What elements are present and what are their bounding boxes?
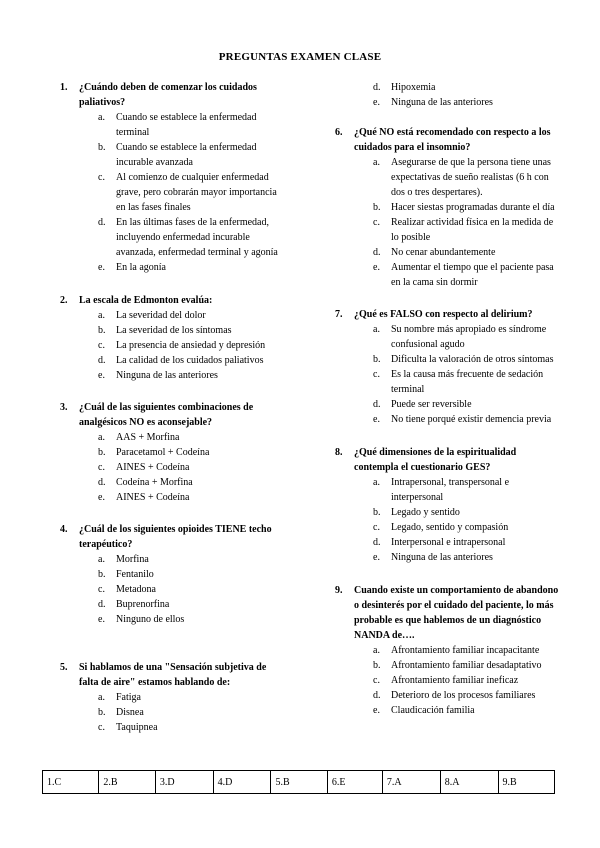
option-text: La severidad de los síntomas [116, 325, 232, 336]
option-text: Taquipnea [116, 722, 158, 733]
option-letter: a. [373, 157, 380, 168]
option-text: Ninguna de las anteriores [391, 552, 493, 563]
option-text: Claudicación familia [391, 705, 475, 716]
option-letter: e. [98, 614, 105, 625]
option-letter: d. [98, 477, 106, 488]
option-text: Disnea [116, 707, 144, 718]
option-text: Interpersonal e intrapersonal [391, 537, 506, 548]
answer-option [60, 338, 282, 353]
option-text: Afrontamiento familiar ineficaz [391, 675, 519, 686]
option-text: AINES + Codeína [116, 492, 190, 503]
answer-option [335, 245, 561, 260]
question-text: La escala de Edmonton evalúa: [79, 295, 213, 306]
answer-option [335, 260, 561, 290]
answer-option [335, 352, 561, 367]
answer-option [335, 703, 561, 718]
option-text: Deterioro de los procesos familiares [391, 690, 536, 701]
answer-key-table [42, 770, 555, 794]
question-8 [335, 445, 561, 565]
option-text: Ninguno de ellos [116, 614, 185, 625]
answer-option [335, 155, 561, 200]
answer-cell: 4.D [213, 771, 271, 794]
option-letter: b. [98, 569, 106, 580]
answer-option [60, 215, 282, 260]
question-number: 3. [60, 402, 68, 413]
question-number: 8. [335, 447, 343, 458]
option-letter: e. [98, 492, 105, 503]
option-text: No cenar abundantemente [391, 247, 496, 258]
option-text: Realizar actividad física en la medida de lo posible [391, 217, 554, 243]
option-text: Dificulta la valoración de otros síntomas [391, 354, 554, 365]
answer-option [335, 200, 561, 215]
answer-cell: 3.D [155, 771, 213, 794]
question-number: 7. [335, 309, 343, 320]
option-text: Codeína + Morfina [116, 477, 193, 488]
option-letter: a. [98, 112, 105, 123]
answer-cell: 6.E [327, 771, 382, 794]
answer-cell: 1.C [43, 771, 99, 794]
answer-option [60, 460, 282, 475]
answer-option [335, 505, 561, 520]
option-text: La presencia de ansiedad y depresión [116, 340, 266, 351]
answer-option [335, 688, 561, 703]
option-letter: d. [98, 217, 106, 228]
answer-option [335, 535, 561, 550]
answer-option [60, 567, 282, 582]
option-letter: d. [373, 82, 381, 93]
answer-option [335, 520, 561, 535]
question-9 [335, 583, 561, 718]
question-5-continued [335, 80, 561, 110]
option-text: Cuando se establece la enfermedad incurable avanzada [116, 142, 257, 168]
option-text: Puede ser reversible [391, 399, 472, 410]
answer-option [60, 368, 282, 383]
option-text: Paracetamol + Codeína [116, 447, 210, 458]
option-text: Hacer siestas programadas durante el día [391, 202, 555, 213]
question-text: ¿Qué es FALSO con respecto al delirium? [354, 309, 533, 320]
answer-option [335, 397, 561, 412]
option-letter: e. [373, 705, 380, 716]
question-text: ¿Qué dimensiones de la espiritualidad contempla el cuestionario GES? [354, 447, 517, 473]
option-letter: d. [373, 690, 381, 701]
question-2 [60, 293, 282, 383]
option-text: Aumentar el tiempo que el paciente pasa en la cama sin dormir [391, 262, 554, 288]
question-1 [60, 80, 282, 275]
answer-option [335, 367, 561, 397]
option-letter: e. [373, 552, 380, 563]
table-row [43, 771, 555, 794]
option-text: Fatiga [116, 692, 141, 703]
option-letter: b. [98, 447, 106, 458]
option-letter: a. [373, 477, 380, 488]
right-column [335, 80, 561, 718]
option-letter: b. [98, 707, 106, 718]
option-letter: a. [373, 324, 380, 335]
option-letter: c. [373, 522, 380, 533]
question-text: Si hablamos de una "Sensación subjetiva de falta de aire" estamos hablando de: [79, 662, 267, 688]
answer-option [335, 475, 561, 505]
option-letter: c. [98, 722, 105, 733]
option-text: Legado, sentido y compasión [391, 522, 509, 533]
option-text: Cuando se establece la enfermedad terminal [116, 112, 257, 138]
answer-option [60, 490, 282, 505]
option-letter: c. [373, 675, 380, 686]
option-letter: d. [98, 355, 106, 366]
option-text: Asegurarse de que la persona tiene unas expectativas de sueño realistas (6 h con dos o tres despertares). [391, 157, 551, 198]
option-text: Afrontamiento familiar desadaptativo [391, 660, 542, 671]
option-text: Legado y sentido [391, 507, 460, 518]
option-text: Ninguna de las anteriores [116, 370, 218, 381]
option-letter: b. [373, 660, 381, 671]
option-text: Fentanilo [116, 569, 154, 580]
option-text: AINES + Codeína [116, 462, 190, 473]
answer-option [335, 412, 561, 427]
option-letter: d. [373, 537, 381, 548]
question-text: Cuando existe un comportamiento de abandono o desinterés por el cuidado del paciente, lo más probable es que hablemos de un diagnóstico NANDA de…. [354, 585, 559, 641]
option-text: Ninguna de las anteriores [391, 97, 493, 108]
option-letter: b. [373, 507, 381, 518]
option-letter: b. [98, 142, 106, 153]
option-text: Intrapersonal, transpersonal e interpersonal [391, 477, 510, 503]
answer-option [60, 597, 282, 612]
option-letter: a. [98, 432, 105, 443]
option-letter: e. [98, 262, 105, 273]
question-text: ¿Cuándo deben de comenzar los cuidados paliativos? [79, 82, 257, 108]
option-letter: d. [373, 247, 381, 258]
option-text: En la agonía [116, 262, 166, 273]
answer-option [60, 582, 282, 597]
option-letter: c. [98, 340, 105, 351]
option-letter: b. [98, 325, 106, 336]
option-letter: d. [98, 599, 106, 610]
answer-option [335, 215, 561, 245]
option-text: Es la causa más frecuente de sedación terminal [391, 369, 544, 395]
option-letter: e. [373, 97, 380, 108]
question-3 [60, 400, 282, 505]
answer-cell: 9.B [498, 771, 555, 794]
answer-option [60, 552, 282, 567]
answer-option [335, 673, 561, 688]
page-title: PREGUNTAS EXAMEN CLASE [218, 51, 382, 63]
option-text: Metadona [116, 584, 156, 595]
question-5 [60, 660, 282, 735]
question-text: ¿Cuál de las siguientes combinaciones de analgésicos NO es aconsejable? [79, 402, 254, 428]
option-letter: a. [98, 554, 105, 565]
question-number: 9. [335, 585, 343, 596]
option-letter: a. [373, 645, 380, 656]
answer-option [60, 308, 282, 323]
option-text: En las últimas fases de la enfermedad, incluyendo enfermedad incurable avanzada, enfermedad terminal y agonía [116, 217, 278, 258]
question-4 [60, 522, 282, 627]
answer-option [60, 110, 282, 140]
answer-option [335, 658, 561, 673]
question-number: 1. [60, 82, 68, 93]
answer-cell: 2.B [99, 771, 155, 794]
option-letter: c. [98, 584, 105, 595]
answer-option [335, 550, 561, 565]
option-text: Su nombre más apropiado es síndrome confusional agudo [391, 324, 547, 350]
option-letter: d. [373, 399, 381, 410]
question-text: ¿Qué NO está recomendado con respecto a los cuidados para el insomnio? [354, 127, 551, 153]
option-letter: c. [98, 462, 105, 473]
option-letter: c. [373, 217, 380, 228]
answer-cell: 7.A [382, 771, 440, 794]
answer-option [60, 353, 282, 368]
option-letter: b. [373, 354, 381, 365]
answer-option [60, 705, 282, 720]
option-text: Hipoxemia [391, 82, 436, 93]
answer-option [60, 612, 282, 627]
answer-option [60, 140, 282, 170]
question-6 [335, 125, 561, 290]
answer-option [60, 323, 282, 338]
option-letter: a. [98, 692, 105, 703]
option-text: Afrontamiento familiar incapacitante [391, 645, 540, 656]
answer-cell: 5.B [271, 771, 327, 794]
option-text: Buprenorfina [116, 599, 170, 610]
answer-option [60, 430, 282, 445]
left-column [60, 80, 282, 735]
option-letter: b. [373, 202, 381, 213]
option-letter: c. [373, 369, 380, 380]
question-number: 6. [335, 127, 343, 138]
answer-cell: 8.A [440, 771, 498, 794]
question-number: 4. [60, 524, 68, 535]
answer-option [60, 445, 282, 460]
option-letter: e. [373, 414, 380, 425]
answer-option [60, 170, 282, 215]
option-text: La calidad de los cuidados paliativos [116, 355, 264, 366]
option-letter: c. [98, 172, 105, 183]
option-text: Al comienzo de cualquier enfermedad grave, pero cobrarán mayor importancia en las fases finales [116, 172, 277, 213]
answer-option [335, 95, 561, 110]
option-letter: e. [98, 370, 105, 381]
question-text: ¿Cuál de los siguientes opioides TIENE techo terapéutico? [79, 524, 272, 550]
option-letter: e. [373, 262, 380, 273]
answer-option [335, 322, 561, 352]
option-text: AAS + Morfina [116, 432, 180, 443]
question-7 [335, 307, 561, 427]
answer-option [60, 690, 282, 705]
answer-option [60, 720, 282, 735]
option-text: La severidad del dolor [116, 310, 206, 321]
question-number: 2. [60, 295, 68, 306]
option-text: Morfina [116, 554, 149, 565]
answer-option [60, 260, 282, 275]
answer-option [335, 80, 561, 95]
answer-option [335, 643, 561, 658]
answer-option [60, 475, 282, 490]
option-letter: a. [98, 310, 105, 321]
option-text: No tiene porqué existir demencia previa [391, 414, 552, 425]
question-number: 5. [60, 662, 68, 673]
